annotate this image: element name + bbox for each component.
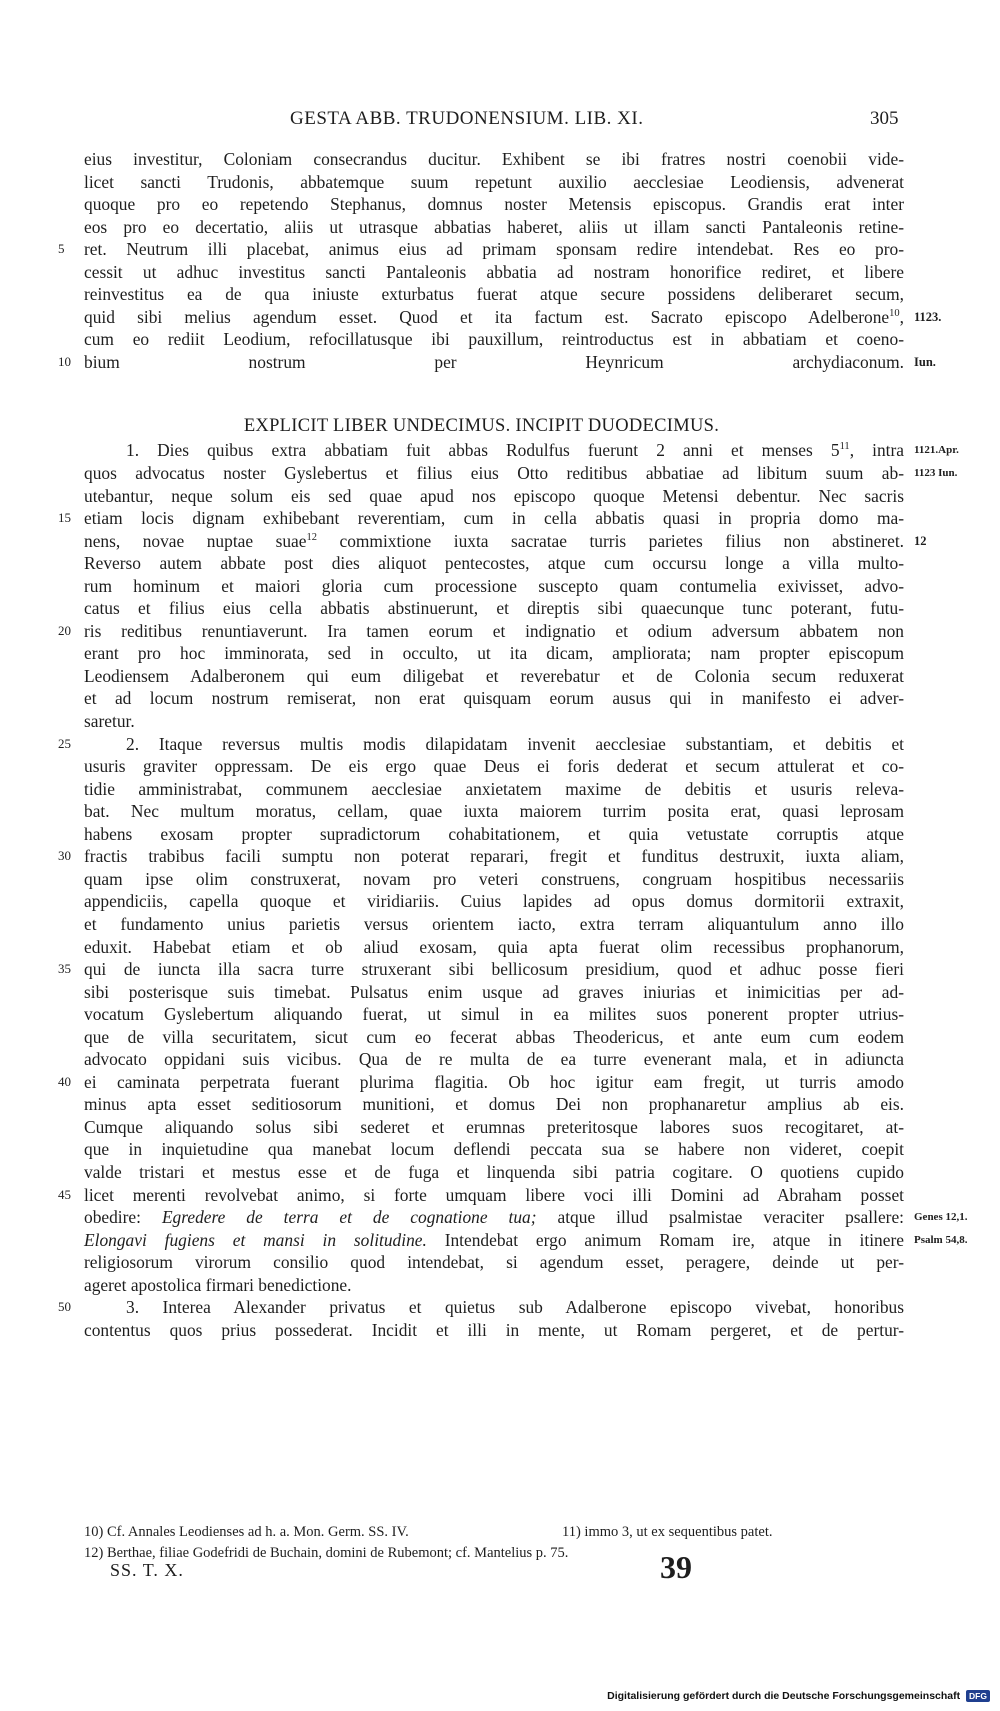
text-line xyxy=(58,507,904,530)
margin-note: Iun. xyxy=(914,354,936,369)
text-line xyxy=(84,261,904,284)
text-line xyxy=(84,216,904,239)
text-line xyxy=(84,597,904,620)
text-line xyxy=(84,193,904,216)
line-text: etiam locis dignam exhibebant reverentiam, cum in cella abbatis quasi in propria domo ma- xyxy=(84,508,904,529)
text-line xyxy=(58,351,936,374)
line-text: obedire: xyxy=(84,1207,162,1228)
line-text: et fundamento unius parietis versus orientem iacto, extra terram aliquantulum anno illo xyxy=(84,913,904,934)
footnote-10: 10) Cf. Annales Leodienses ad h. a. Mon. Germ. SS. IV. xyxy=(84,1524,409,1540)
line-number: 30 xyxy=(58,848,71,864)
text-line xyxy=(84,148,904,171)
line-text: sibi posterisque suis timebat. Pulsatus enim usque ad graves iniurias et inimicitias per ad- xyxy=(84,981,904,1002)
line-number: 45 xyxy=(58,1186,71,1202)
text-line xyxy=(84,1093,904,1116)
line-text: eius investitur, Coloniam consecrandus ducitur. Exhibent se ibi fratres nostri coenobii vide- xyxy=(84,149,904,169)
line-text: reinvestitus ea de qua iniuste exturbatus fuerat atque secure possidens deliberaret secum, xyxy=(84,284,904,305)
line-number: 20 xyxy=(58,622,71,638)
line-number: 5 xyxy=(58,241,65,257)
sheet-number: 39 xyxy=(660,1549,692,1585)
line-text: ageret apostolica firmari benedictione. xyxy=(84,1274,352,1295)
line-text: que de villa securitatem, sicut cum eo fecerat abbas Theodericus, et ante eum cum eodem xyxy=(84,1026,904,1047)
line-text: advocato oppidani suis vicibus. Qua de re multa de ea turre evenerant mala, et in adiuncta xyxy=(84,1049,904,1070)
line-text: minus apta esset seditiosorum munitioni, et domus Dei non prophanaretur amplius ab eis. xyxy=(84,1094,904,1115)
line-text: Reverso autem abbate post dies aliquot pentecostes, atque cum occursu longe a villa multo- xyxy=(84,553,904,574)
line-text: 1. Dies quibus extra abbatiam fuit abbas Rodulfus fuerunt 2 anni et menses 5 xyxy=(126,440,840,461)
text-line xyxy=(84,1161,904,1184)
line-text-tail: , intra xyxy=(849,440,904,461)
line-text: cum eo rediit Leodium, refocillatusque ibi pauxillum, reintroductus est in abbatiam et coeno- xyxy=(84,329,904,350)
paragraph-1 xyxy=(58,439,959,732)
line-text: nens, novae nuptae suae xyxy=(84,530,307,551)
paragraph-2 xyxy=(58,733,968,1297)
text-line xyxy=(58,1071,904,1094)
line-text-tail: atque illud psalmistae veraciter psallere: xyxy=(536,1207,905,1228)
line-text: cessit ut adhuc investitus sancti Pantaleonis abbatia ad nostram honorifice rediret, et libere xyxy=(84,261,904,282)
line-text: saretur. xyxy=(84,711,135,732)
text-line xyxy=(84,981,904,1004)
line-text: 3. Interea Alexander privatus et quietus sub Adalberone episcopo vivebat, honoribus xyxy=(126,1297,904,1318)
paragraph-continuation xyxy=(58,148,942,373)
footnote-12: 12) Berthae, filiae Godefridi de Buchain, domini de Rubemont; cf. Mantelius p. 75. xyxy=(84,1545,569,1561)
text-line xyxy=(84,1319,904,1342)
text-line xyxy=(58,733,904,756)
line-text: quid sibi melius agendum esset. Quod et ita factum est. Sacrato episcopo Adelberone xyxy=(84,306,890,327)
line-text: Leodiensem Adalberonem qui eum diligebat et reverebatur et de Colonia secum reduxerat xyxy=(84,665,904,686)
text-line xyxy=(84,1229,968,1252)
line-text: rum hominum et maiori gloria cum processione suscepto quam contumelia exivisset, advo- xyxy=(84,575,904,596)
page-header xyxy=(0,108,1000,138)
line-text: bat. Nec multum moratus, cellam, quae iuxta maiorem turrim posita erat, quasi leprosam xyxy=(84,801,904,822)
line-text-tail: Intendebat ergo animum Romam ire, atque in itinere xyxy=(426,1229,904,1250)
text-line xyxy=(58,1184,904,1207)
text-line xyxy=(84,778,904,801)
margin-note: 1121.Apr. xyxy=(914,444,959,457)
line-number: 35 xyxy=(58,961,71,977)
footnotes xyxy=(84,1522,904,1564)
text-line xyxy=(84,642,904,665)
line-text: fractis trabibus facili sumptu non poterat reparari, fregit et funditus destruxit, iuxta aliam, xyxy=(84,846,904,867)
italic-quotation: Elongavi fugiens et mansi in solitudine. xyxy=(84,1229,427,1250)
text-line xyxy=(84,868,904,891)
line-text: habens exosam propter supradictorum cohabitationem, et quia vetustate corruptis atque xyxy=(84,823,904,844)
text-line xyxy=(84,1026,904,1049)
section-heading: EXPLICIT LIBER UNDECIMUS. INCIPIT DUODECIMUS. xyxy=(243,416,720,437)
line-text: quam ipse olim construxerat, novam pro veteri construens, congruam hospitibus necessariis xyxy=(84,868,904,889)
line-text: tidie amministrabat, communem aecclesiae anxietatem maxime de debitis et usuris releva- xyxy=(84,778,904,799)
footnote-ref: 12 xyxy=(306,531,317,543)
line-text: usuris graviter oppressam. De eis ergo quae Deus ei foris dederat et secum attulerat et co- xyxy=(84,756,904,777)
text-line xyxy=(84,936,904,959)
text-line xyxy=(84,913,904,936)
text-line xyxy=(84,1274,904,1297)
footnote-ref: 11 xyxy=(839,441,850,453)
text-line xyxy=(84,687,904,710)
line-text: vocatum Gyslebertum aliquando fuerat, ut simul in ea milites suos ponerent propter utrius- xyxy=(84,1004,904,1025)
line-text: Cumque aliquando solus sibi sederet et erumnas preteritosque labores suos recogitaret, at- xyxy=(84,1116,904,1137)
line-number: 40 xyxy=(58,1073,71,1089)
line-text: erant pro hoc imminorata, sed in occulto, ut ita dicam, ampliorata; nam propter episcopum xyxy=(84,643,904,664)
text-line xyxy=(84,552,904,575)
text-line xyxy=(84,283,904,306)
footnote-ref: 10 xyxy=(889,307,900,319)
line-text: ret. Neutrum illi placebat, animus eius ad primam sponsam redire intendebat. Res eo pro- xyxy=(84,239,904,260)
text-line xyxy=(84,1116,904,1139)
text-line xyxy=(84,328,904,351)
signature-mark: SS. T. X. xyxy=(110,1560,184,1580)
line-text: quoque pro eo repetendo Stephanus, domnus noster Metensis episcopus. Grandis erat inter xyxy=(84,194,904,215)
text-line xyxy=(84,1251,904,1274)
margin-note: 1123 Iun. xyxy=(914,467,958,480)
text-line xyxy=(84,485,904,508)
text-line xyxy=(84,1003,904,1026)
text-line xyxy=(84,1048,904,1071)
line-text: quos advocatus noster Gyslebertus et filius eius Otto reditibus abbatiae ad libitum suum ab- xyxy=(84,463,904,484)
margin-note: 12 xyxy=(914,533,927,548)
text-line xyxy=(58,620,904,643)
line-text: eos pro eo decertatio, aliis ut utrasque abbatias haberet, aliis ut illam sancti Pantaleonis retine- xyxy=(84,216,904,237)
line-text: catus et filius eius cella abbatis abstinuerunt, et direptis sibi quaecunque tunc poterant, futu- xyxy=(84,598,904,619)
running-title: GESTA ABB. TRUDONENSIUM. LIB. XI. xyxy=(290,108,644,129)
line-number: 50 xyxy=(58,1299,71,1315)
text-line xyxy=(84,462,958,485)
digitization-credit xyxy=(607,1690,990,1702)
line-text: contentus quos prius possederat. Incidit et illi in mente, ut Romam pergeret, et de pertur- xyxy=(84,1319,904,1340)
line-text: valde tristari et mestus esse et de fuga et linquenda sibi patria cogitare. O quotiens cupido xyxy=(84,1161,904,1182)
line-text: religiosorum virorum consilio quod intendebat, si agendum esset, peragere, deinde ut per- xyxy=(84,1252,904,1273)
page-number: 305 xyxy=(870,108,899,129)
text-line xyxy=(84,530,927,553)
text-line xyxy=(84,1138,904,1161)
line-text: bium nostrum per Heynricum archydiaconum. xyxy=(84,351,904,372)
text-line xyxy=(84,306,942,329)
text-line xyxy=(84,710,904,733)
line-text: utebantur, neque solum eis sed quae apud nos episcopo quoque Metensi debentur. Nec sacris xyxy=(84,485,904,506)
line-text: et ad locum nostrum remiserat, non erat quisquam eorum ausus qui in manifesto ei adver- xyxy=(84,688,904,709)
line-text: licet merenti revolvebat animo, si forte umquam libere voci illi Domini ad Abraham posset xyxy=(84,1184,904,1205)
italic-quotation: Egredere de terra et de cognatione tua; xyxy=(161,1207,537,1228)
text-line xyxy=(84,439,959,462)
footnote-11: 11) immo 3, ut ex sequentibus patet. xyxy=(562,1524,773,1540)
line-text: 2. Itaque reversus multis modis dilapidatam invenit aecclesiae substantiam, et debitis et xyxy=(126,733,904,754)
text-line xyxy=(84,755,904,778)
main-text xyxy=(58,148,968,1341)
text-line xyxy=(58,958,904,981)
line-text: ei caminata perpetrata fuerant plurima flagitia. Ob hoc igitur eam fregit, ut turris amodo xyxy=(84,1071,904,1092)
line-number: 15 xyxy=(58,510,71,526)
line-text-tail: , xyxy=(899,306,904,327)
paragraph-3 xyxy=(58,1296,904,1341)
margin-note: Genes 12,1. xyxy=(914,1211,968,1224)
text-line xyxy=(84,1206,968,1229)
credit-text: Digitalisierung gefördert durch die Deutsche Forschungsgemeinschaft xyxy=(607,1690,961,1702)
line-text: ris reditibus renuntiaverunt. Ira tamen eorum et indignatio et odium adversum abbatem non xyxy=(84,620,904,641)
text-line xyxy=(84,823,904,846)
text-line xyxy=(84,665,904,688)
line-text-tail: commixtione iuxta sacratae turris parietes filius non abstineret. xyxy=(316,530,904,551)
text-line xyxy=(84,575,904,598)
dfg-logo-icon: DFG xyxy=(966,1690,990,1702)
line-number: 25 xyxy=(58,735,71,751)
line-text: eduxit. Habebat etiam et ob aliud exosam, quia apta fuerat olim recessibus prophanorum, xyxy=(84,936,904,957)
text-line xyxy=(84,800,904,823)
text-line xyxy=(58,1296,904,1319)
text-line xyxy=(84,890,904,913)
text-line xyxy=(84,171,904,194)
line-text: appendiciis, capella quoque et viridiariis. Cuius lapides ad opus domus dormitorii extraxit, xyxy=(84,891,904,912)
line-number: 10 xyxy=(58,353,71,369)
text-line xyxy=(58,238,904,261)
line-text: que in inquietudine qua manebat locum deflendi peccata sua se habere non videret, coepit xyxy=(84,1139,904,1160)
line-text: qui de iuncta illa sacra turre struxerant sibi bellicosum presidium, quod et adhuc posse fieri xyxy=(84,959,904,980)
margin-note: 1123. xyxy=(914,309,942,324)
margin-note: Psalm 54,8. xyxy=(914,1233,968,1246)
line-text: licet sancti Trudonis, abbatemque suum repetunt auxilio aecclesiae Leodiensis, advenerat xyxy=(84,171,904,192)
text-line xyxy=(58,845,904,868)
